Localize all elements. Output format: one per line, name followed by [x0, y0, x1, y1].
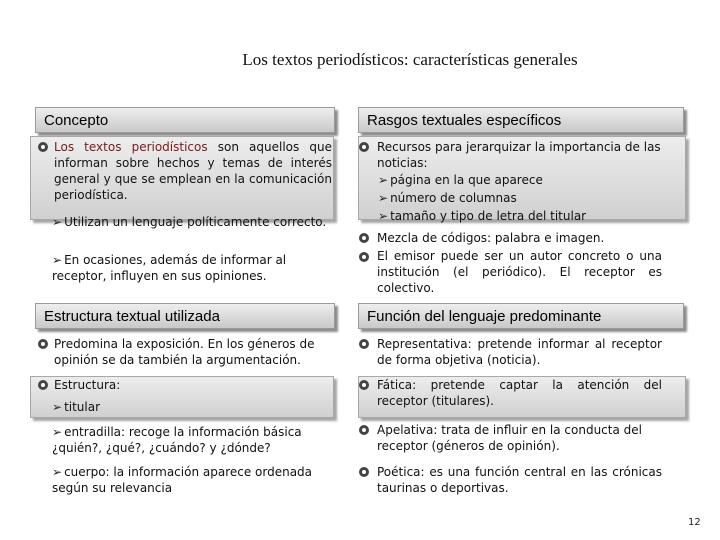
funcion-item-3: Apelativa: trata de influir en la conducta del receptor (géneros de opinión).	[377, 423, 642, 453]
concepto-header	[35, 107, 335, 133]
rasgos-item-3: El emisor puede ser un autor concreto o una institución (el periódico). El receptor es colectivo.	[377, 249, 662, 295]
estructura-item-2: Estructura:	[54, 378, 121, 392]
bullet-icon	[359, 142, 369, 152]
estructura-sub-1-text: titular	[64, 400, 101, 414]
bullet-icon	[359, 425, 369, 435]
concepto-header-label: Concepto	[44, 112, 109, 129]
arrow-right-icon: ➢	[378, 173, 389, 187]
arrow-right-icon: ➢	[52, 465, 63, 479]
rasgos-sub-3-text: tamaño y tipo de letra del titular	[390, 209, 587, 223]
rasgos-item-2: Mezcla de códigos: palabra e imagen.	[377, 231, 605, 245]
estructura-sub-2	[52, 424, 332, 456]
funcion-item-4: Poética: es una función central en las crónicas taurinas o deportivas.	[377, 465, 662, 495]
arrow-right-icon: ➢	[52, 400, 63, 414]
estructura-sub-2-text: entradilla: recoge la información básica ¿quién?, ¿qué?, ¿cuándo? y ¿dónde?	[52, 425, 302, 455]
arrow-right-icon: ➢	[52, 253, 63, 267]
funcion-item-1: Representativa: pretende informar al receptor de forma objetiva (noticia).	[377, 337, 662, 367]
page-number: 12	[688, 517, 701, 528]
funcion-header-label: Función del lenguaje predominante	[367, 308, 602, 325]
arrow-right-icon: ➢	[52, 215, 63, 229]
rasgos-sub-2	[378, 190, 668, 206]
concepto-sub-2	[52, 252, 332, 284]
estructura-sub-3-text: cuerpo: la información aparece ordenada según su relevancia	[52, 465, 313, 495]
bullet-icon	[359, 467, 369, 477]
rasgos-sub-1	[378, 172, 668, 188]
rasgos-header	[358, 107, 684, 133]
estructura-header	[35, 303, 335, 329]
bullet-icon	[359, 380, 369, 390]
bullet-icon	[359, 252, 369, 262]
arrow-right-icon: ➢	[378, 209, 389, 223]
arrow-right-icon: ➢	[52, 425, 63, 439]
rasgos-sub-2-text: número de columnas	[390, 191, 517, 205]
rasgos-sub-3	[378, 208, 668, 224]
bullet-icon	[359, 339, 369, 349]
concepto-definition	[54, 139, 332, 203]
rasgos-sub-1-text: página en la que aparece	[390, 173, 543, 187]
funcion-item-2: Fática: pretende captar la atención del receptor (titulares).	[377, 378, 662, 408]
bullet-icon	[359, 233, 369, 243]
arrow-right-icon: ➢	[378, 191, 389, 205]
estructura-sub-3	[52, 464, 332, 496]
rasgos-header-label: Rasgos textuales específicos	[367, 112, 562, 129]
estructura-sub-1	[52, 399, 332, 415]
concepto-highlight: Los textos periodísticos	[54, 140, 208, 154]
concepto-sub-1-text: Utilizan un lenguaje políticamente correcto.	[64, 215, 327, 229]
bullet-icon	[38, 339, 48, 349]
page-title: Los textos periodísticos: características generales	[242, 50, 578, 69]
concepto-sub-1	[52, 214, 332, 230]
funcion-header	[358, 303, 684, 329]
estructura-header-label: Estructura textual utilizada	[44, 308, 220, 325]
estructura-item-1: Predomina la exposición. En los géneros de opinión se da también la argumentación.	[54, 337, 315, 367]
bullet-icon	[38, 142, 48, 152]
bullet-icon	[38, 380, 48, 390]
concepto-sub-2-text: En ocasiones, además de informar al receptor, influyen en sus opiniones.	[52, 253, 287, 283]
concepto-definition-rest: son aquellos que informan sobre hechos y temas de interés general y que se emplean en la comunicación periodística.	[54, 140, 332, 202]
rasgos-item-1: Recursos para jerarquizar la importancia de las noticias:	[377, 140, 661, 170]
